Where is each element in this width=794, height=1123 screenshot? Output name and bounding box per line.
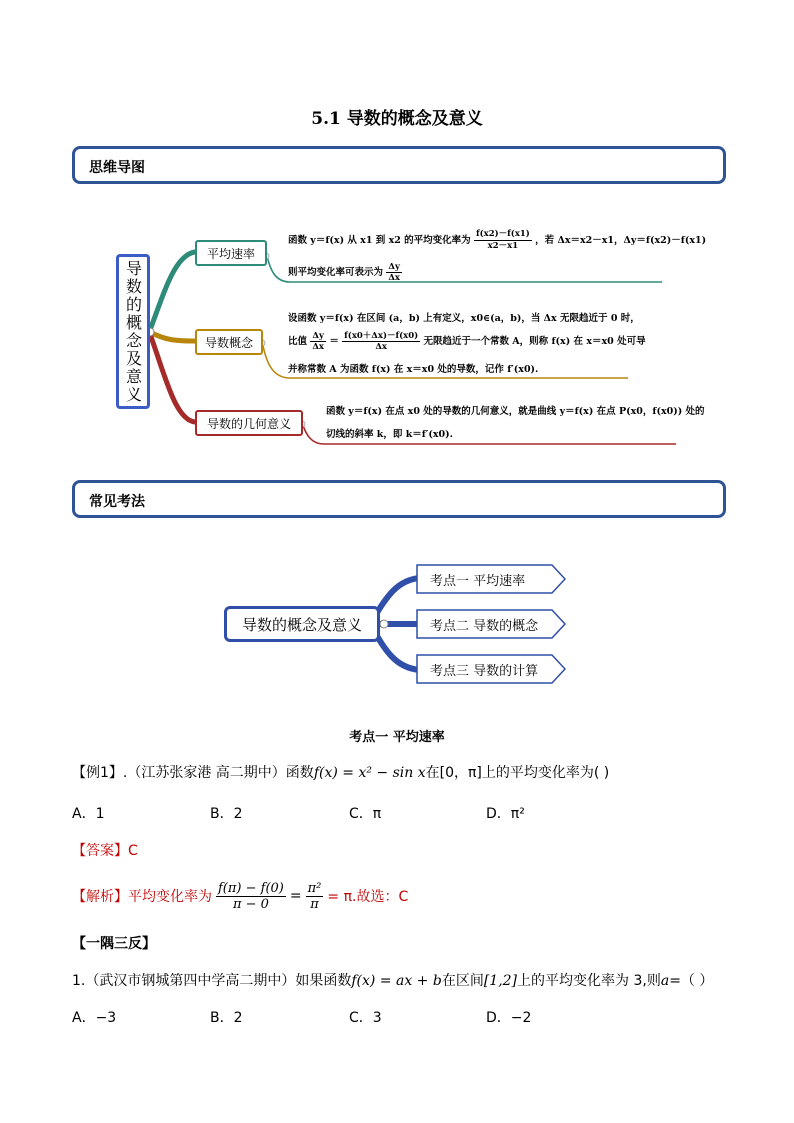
fraction: $\frac{\Delta y}{\Delta x}$ [388,262,400,283]
kaodian-node-1: 考点一 平均速率 [416,564,566,594]
mindmap-node3-text-line1: 函数 y＝f(x) 在点 x0 处的导数的几何意义，就是曲线 y＝f(x) 在点 P(x0，f(x0)) 处的 [326,406,705,417]
mindmap-node-label: 平均速率 [206,246,255,261]
kaodian-root: 导数的概念及意义 [224,606,380,642]
example-answer: 【答案】C [72,843,138,859]
fraction: $\frac{\text{π²}}{\pi}$ [307,880,322,912]
section-common-box [72,480,726,518]
example-analysis: 【解析】 平均变化率为 $\frac{f(\pi) - f(0)}{\pi - 0}$ = $\frac{\text{π²}}{\pi}$ = π.故选：C [72,880,409,912]
fraction: $\frac{\Delta y}{\Delta x}$ [312,331,324,352]
mindmap-node2-text-line1: 设函数 y＝f(x) 在区间 (a，b) 上有定义，x0∈(a，b)，当 Δx 无限趋近于 0 时， [288,313,640,324]
mindmap-node-derivative-concept [195,329,263,355]
practice-heading: 【一隅三反】 [72,936,156,952]
mindmap-node-average-rate [195,240,267,266]
practice-option-d: D．−2 [486,1010,532,1026]
practice-option-c: C．3 [349,1010,382,1026]
mindmap-node2-text-line3: 并称常数 A 为函数 f(x) 在 x＝x0 处的导数，记作 f′(x0). [288,364,539,375]
mindmap-node-geometric-meaning [195,410,303,436]
fraction: $\frac{f(x0+\Delta x)-f(x0)}{\Delta x}$ [344,331,419,352]
section-common-label: 常见考法 [89,494,145,510]
section-mindmap-label: 思维导图 [89,160,145,176]
example-option-d: D．π² [486,806,525,822]
mindmap-node-label: 导数的几何意义 [206,416,291,431]
mindmap-node2-text-line2: 比值 $\frac{\Delta y}{\Delta x}$ ＝ $\frac{f(x0+\Delta x)-f(x0)}{\Delta x}$ 无限趋近于一个常数 A，则称 f(x) 在 x＝x0 处可导 [288,331,646,352]
kaodian-node-2: 考点二 导数的概念 [416,609,566,639]
kaodian-connectors [0,540,794,700]
fraction: $\frac{f(x2)-f(x1)}{x2-x1}$ [475,229,530,251]
practice-option-a: A．−3 [72,1010,117,1026]
example-option-a: A．1 [72,806,105,822]
mindmap-root-label: 导数的概念及意义 [123,259,143,404]
mindmap-node1-text: 函数 y＝f(x) 从 x1 到 x2 的平均变化率为 $\frac{f(x2)-f(x1)}{x2-x1}$ ，若 Δx＝x2－x1，Δy＝f(x2)－f(x1) [288,229,707,251]
page-title: 5.1 导数的概念及意义 [311,109,483,129]
mindmap-root [116,254,150,409]
example-option-b: B．2 [210,806,243,822]
fraction: $\frac{f(\pi) - f(0)}{\pi - 0}$ [218,880,284,912]
example-option-c: C．π [349,806,382,822]
kaodian-heading: 考点一 平均速率 [349,730,445,745]
practice-question-1: 1.（武汉市钢城第四中学高二期中）如果函数f(x) = ax + b在区间[1,2]上的平均变化率为 3,则a=（ ） [72,973,714,989]
mindmap-node3-text-line2: 切线的斜率 k，即 k＝f′(x0). [326,429,453,440]
practice-option-b: B．2 [210,1010,243,1026]
mindmap-node1-text-line2: 则平均变化率可表示为 $\frac{\Delta y}{\Delta x}$ [288,262,400,283]
kaodian-node-3: 考点三 导数的计算 [416,654,566,684]
example-question: 【例1】.（江苏张家港 高二期中）函数f(x) = x² − sin x在[0，π]上的平均变化率为( ) [72,765,610,781]
mindmap-node-label: 导数概念 [204,335,253,350]
